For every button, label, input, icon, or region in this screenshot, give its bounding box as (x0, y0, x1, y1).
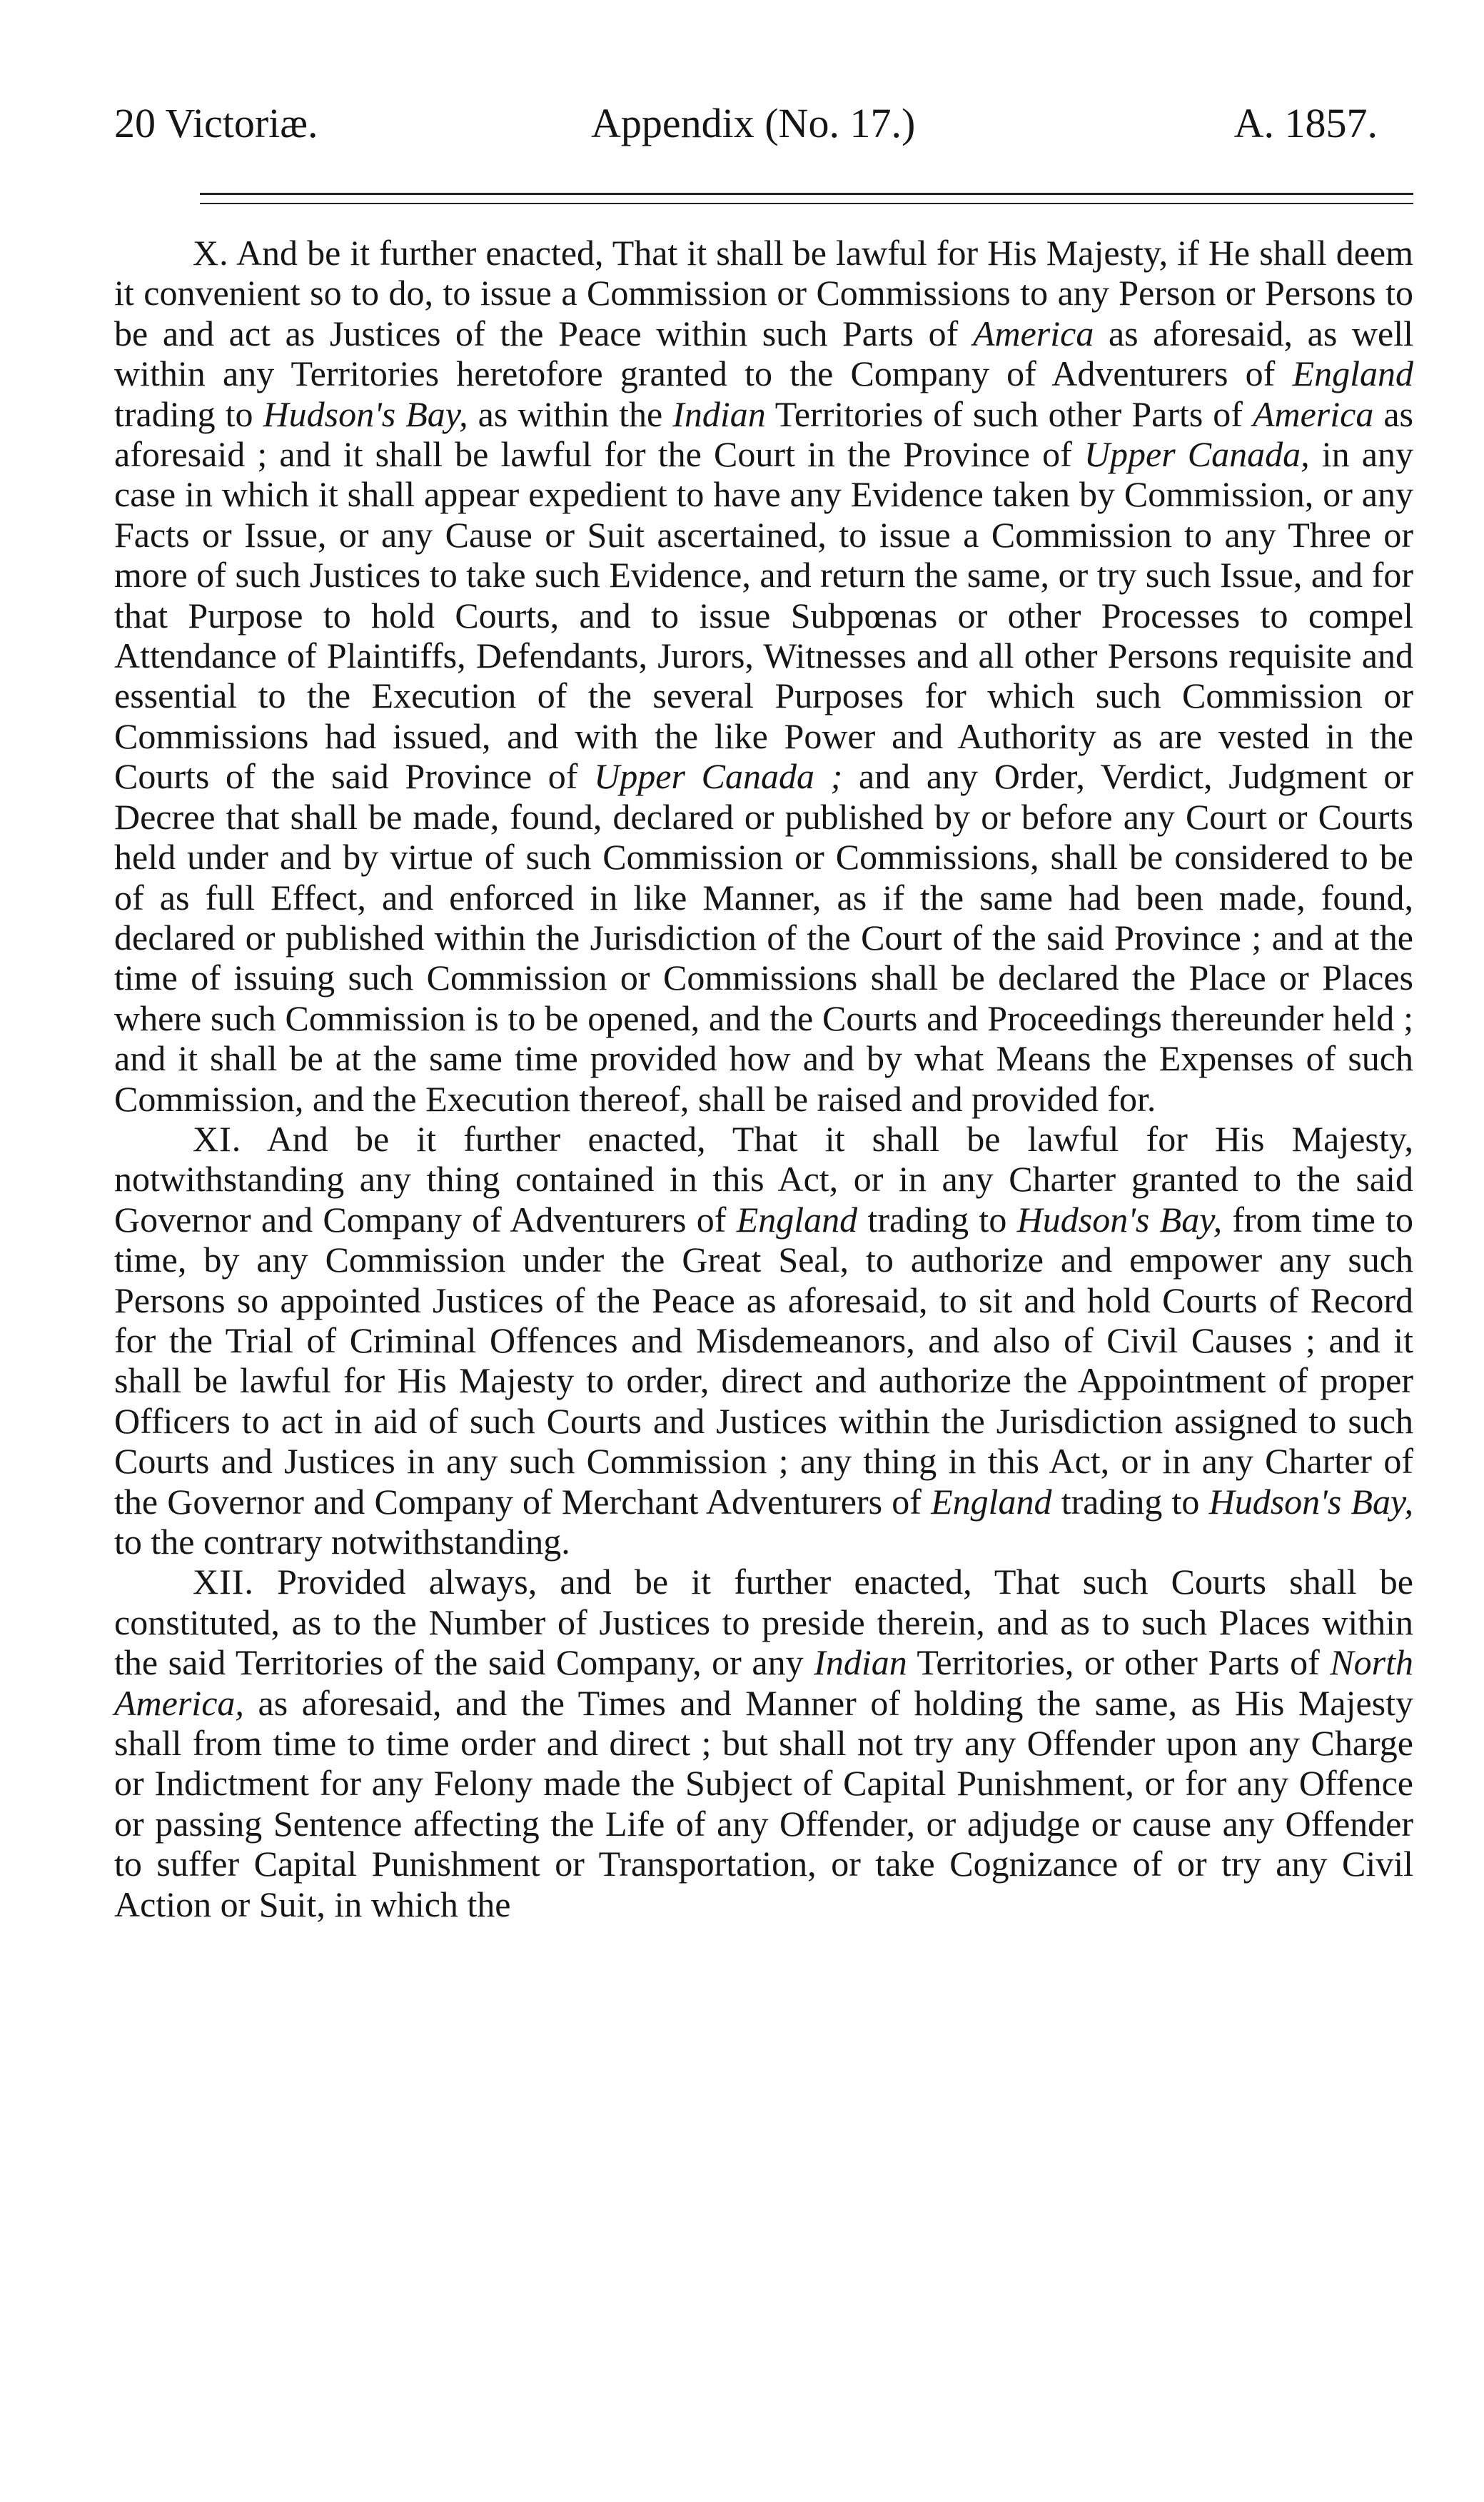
italic-run: England (736, 1199, 858, 1240)
section-number: XI. (193, 1118, 242, 1159)
header-regnal-year: 20 Victoriæ. (114, 100, 318, 146)
italic-run: America (972, 313, 1094, 353)
header-rule-top (200, 193, 1413, 195)
italic-run: Hudson's Bay, (1016, 1199, 1223, 1240)
text-run: as aforesaid, as well within any Territories heretofore granted to the Company of Adventurers of (114, 313, 1413, 394)
italic-run: Indian (814, 1642, 907, 1683)
section-number: XII. (193, 1562, 254, 1602)
text-run: and any Order, Verdict, Judgment or Decree that shall be made, found, declared or published by or before any Court or Courts held under and by virtue of such Commission or Commissions, shall be considered to be of as full Effect, and enforced in like Manner, as if the same had been made, found, declared or published within the Jurisdiction of the Court of the said Province ; and at the time of issuing such Commission or Commissions shall be declared the Place or Places where such Commission is to be opened, and the Courts and Proceedings thereunder held ; and it shall be at the same time provided how and by what Means the Expenses of such Commission, and the Execution thereof, shall be raised and provided for. (114, 756, 1413, 1119)
section-xi (114, 1119, 1413, 1562)
text-run: trading to (1051, 1481, 1209, 1522)
header-year: A. 1857. (1233, 100, 1378, 146)
text-run: And be it further enacted, That it shall be lawful for His Majesty, if He shall deem it convenient so to do, to issue a Commission or Commissions to any Person or Persons to be and act as Justices of the Peace within such Parts of (114, 233, 1413, 353)
section-x (114, 233, 1413, 1119)
text-run: to the contrary notwithstanding. (114, 1522, 570, 1562)
header-rule-bottom (200, 203, 1413, 204)
header-appendix-number: Appendix (No. 17.) (591, 100, 916, 146)
italic-run: Hudson's Bay, (263, 393, 468, 434)
running-header (114, 91, 1413, 156)
body-text (114, 233, 1413, 1924)
text-run: as aforesaid, and the Times and Manner of holding the same, as His Majesty shall from time to time order and direct ; but shall not try any Offender upon any Charge or Indictment for any Felony made the Subject of Capital Punishment, or for any Offence or passing Sentence affecting the Life of any Offender, or adjudge or cause any Offender to suffer Capital Punishment or Transportation, or take Cognizance of or try any Civil Action or Suit, in which the (114, 1682, 1413, 1924)
italic-run: North America, (114, 1642, 1413, 1723)
text-run: Territories of such other Parts of (765, 393, 1253, 434)
text-run: trading to (114, 393, 263, 434)
text-run: trading to (857, 1199, 1017, 1240)
text-run: Provided always, and be it further enacted, That such Courts shall be constituted, as to the Number of Justices to preside therein, and as to such Places within the said Territories of the said Company, or any (114, 1562, 1414, 1683)
text-run: And be it further enacted, That it shall be lawful for His Majesty, notwithstanding any thing contained in this Act, or in any Charter granted to the said Governor and Company of Adventurers of (114, 1118, 1413, 1240)
text-run: from time to time, by any Commission under the Great Seal, to authorize and empower any such Persons so appointed Justices of the Peace as aforesaid, to sit and hold Courts of Record for the Trial of Criminal Offences and Misdemeanors, and also of Civil Causes ; and it shall be lawful for His Majesty to order, direct and authorize the Appointment of proper Officers to act in aid of such Courts and Justices within the Jurisdiction assigned to such Courts and Justices in any such Commission ; any thing in this Act, or in any Charter of the Governor and Company of Merchant Adventurers of (114, 1199, 1413, 1522)
italic-run: England (931, 1481, 1052, 1522)
section-number: X. (193, 233, 229, 273)
italic-run: Hudson's Bay, (1208, 1481, 1413, 1522)
section-xii (114, 1562, 1413, 1924)
italic-run: Indian (672, 393, 766, 434)
italic-run: Upper Canada ; (594, 756, 843, 797)
text-run: Territories, or other Parts of (907, 1642, 1331, 1683)
text-run: as within the (468, 393, 673, 434)
text-run: as aforesaid ; and it shall be lawful for the Court in the Province of (114, 393, 1413, 475)
italic-run: Upper Canada, (1084, 434, 1310, 475)
italic-run: America (1252, 393, 1374, 434)
italic-run: England (1292, 353, 1413, 394)
text-run: in any case in which it shall appear expedient to have any Evidence taken by Commission, or any Facts or Issue, or any Cause or Suit ascertained, to issue a Commission to any Three or more of such Justices to take such Evidence, and return the same, or try such Issue, and for that Purpose to hold Courts, and to issue Subpœnas or other Processes to compel Attendance of Plaintiffs, Defendants, Jurors, Witnesses and all other Persons requisite and essential to the Execution of the several Purposes for which such Commission or Commissions had issued, and with the like Power and Authority as are vested in the Courts of the said Province of (114, 434, 1413, 797)
